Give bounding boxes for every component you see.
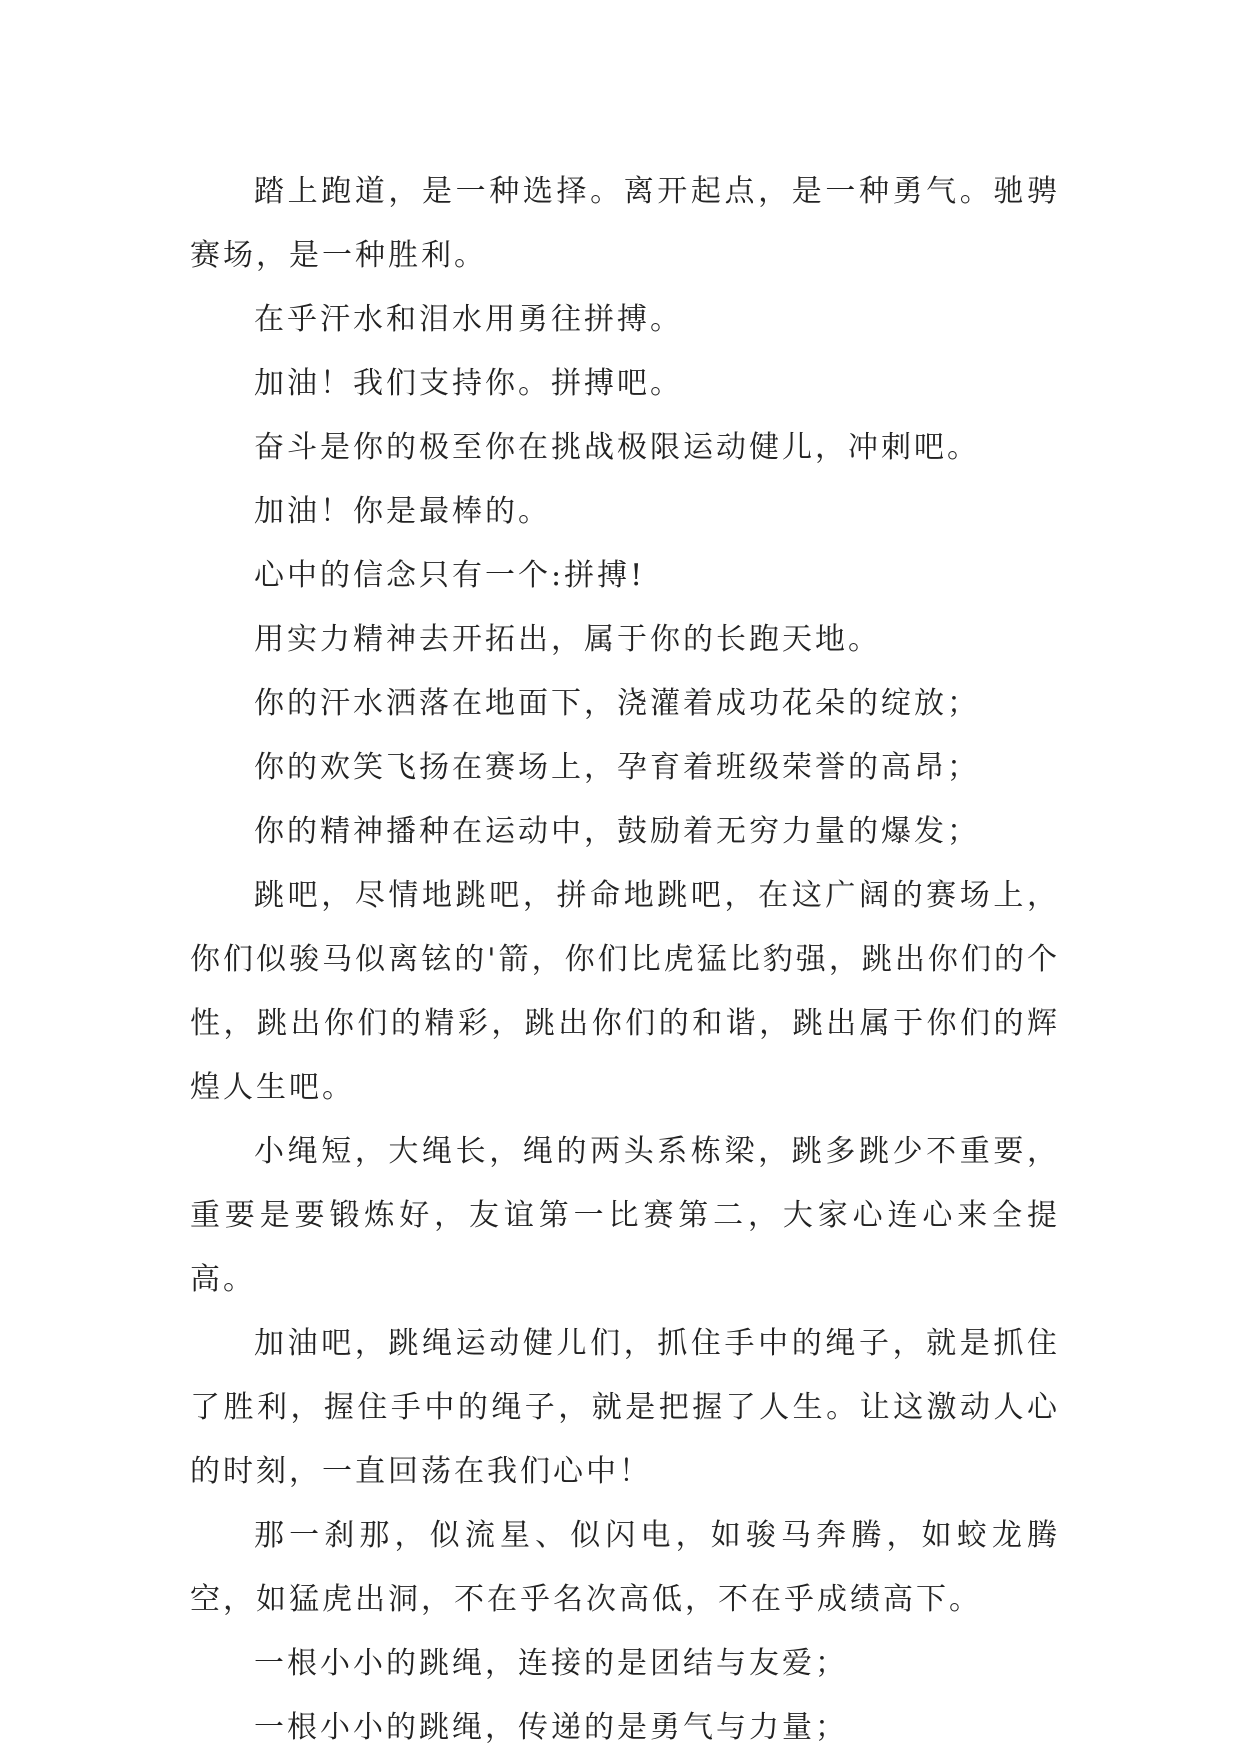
paragraph-16: 一根小小的跳绳，传递的是勇气与力量； — [254, 1710, 848, 1745]
paragraph-15: 一根小小的跳绳，连接的是团结与友爱； — [254, 1646, 848, 1681]
paragraph-14: 那一刹那，似流星、似闪电，如骏马奔腾，如蛟龙腾空，如猛虎出洞，不在乎名次高低，不在乎成绩高下。 — [190, 1518, 1060, 1617]
paragraph-12: 小绳短，大绳长，绳的两头系栋梁，跳多跳少不重要，重要是要锻炼好，友谊第一比赛第二，大家心连心来全提高。 — [190, 1134, 1060, 1297]
paragraph-5: 加油！你是最棒的。 — [254, 494, 551, 529]
paragraph-3: 加油！我们支持你。拼搏吧。 — [254, 366, 683, 401]
paragraph-13: 加油吧，跳绳运动健儿们，抓住手中的绳子，就是抓住了胜利，握住手中的绳子，就是把握了人生。让这激动人心的时刻，一直回荡在我们心中！ — [190, 1326, 1060, 1489]
paragraph-8: 你的汗水洒落在地面下，浇灌着成功花朵的绽放； — [254, 686, 980, 721]
paragraph-7: 用实力精神去开拓出，属于你的长跑天地。 — [254, 622, 881, 657]
paragraph-2: 在乎汗水和泪水用勇往拼搏。 — [254, 302, 683, 337]
paragraph-9: 你的欢笑飞扬在赛场上，孕育着班级荣誉的高昂； — [254, 750, 980, 785]
document-body — [190, 160, 1060, 1760]
paragraph-11: 跳吧，尽情地跳吧，拼命地跳吧，在这广阔的赛场上，你们似骏马似离铉的'箭，你们比虎猛比豹强，跳出你们的个性，跳出你们的精彩，跳出你们的和谐，跳出属于你们的辉煌人生吧。 — [190, 878, 1060, 1105]
paragraph-10: 你的精神播种在运动中，鼓励着无穷力量的爆发； — [254, 814, 980, 849]
paragraph-4: 奋斗是你的极至你在挑战极限运动健儿，冲刺吧。 — [254, 430, 980, 465]
paragraph-1: 踏上跑道，是一种选择。离开起点，是一种勇气。驰骋赛场，是一种胜利。 — [190, 174, 1060, 273]
paragraph-6: 心中的信念只有一个:拼搏! — [254, 558, 646, 593]
